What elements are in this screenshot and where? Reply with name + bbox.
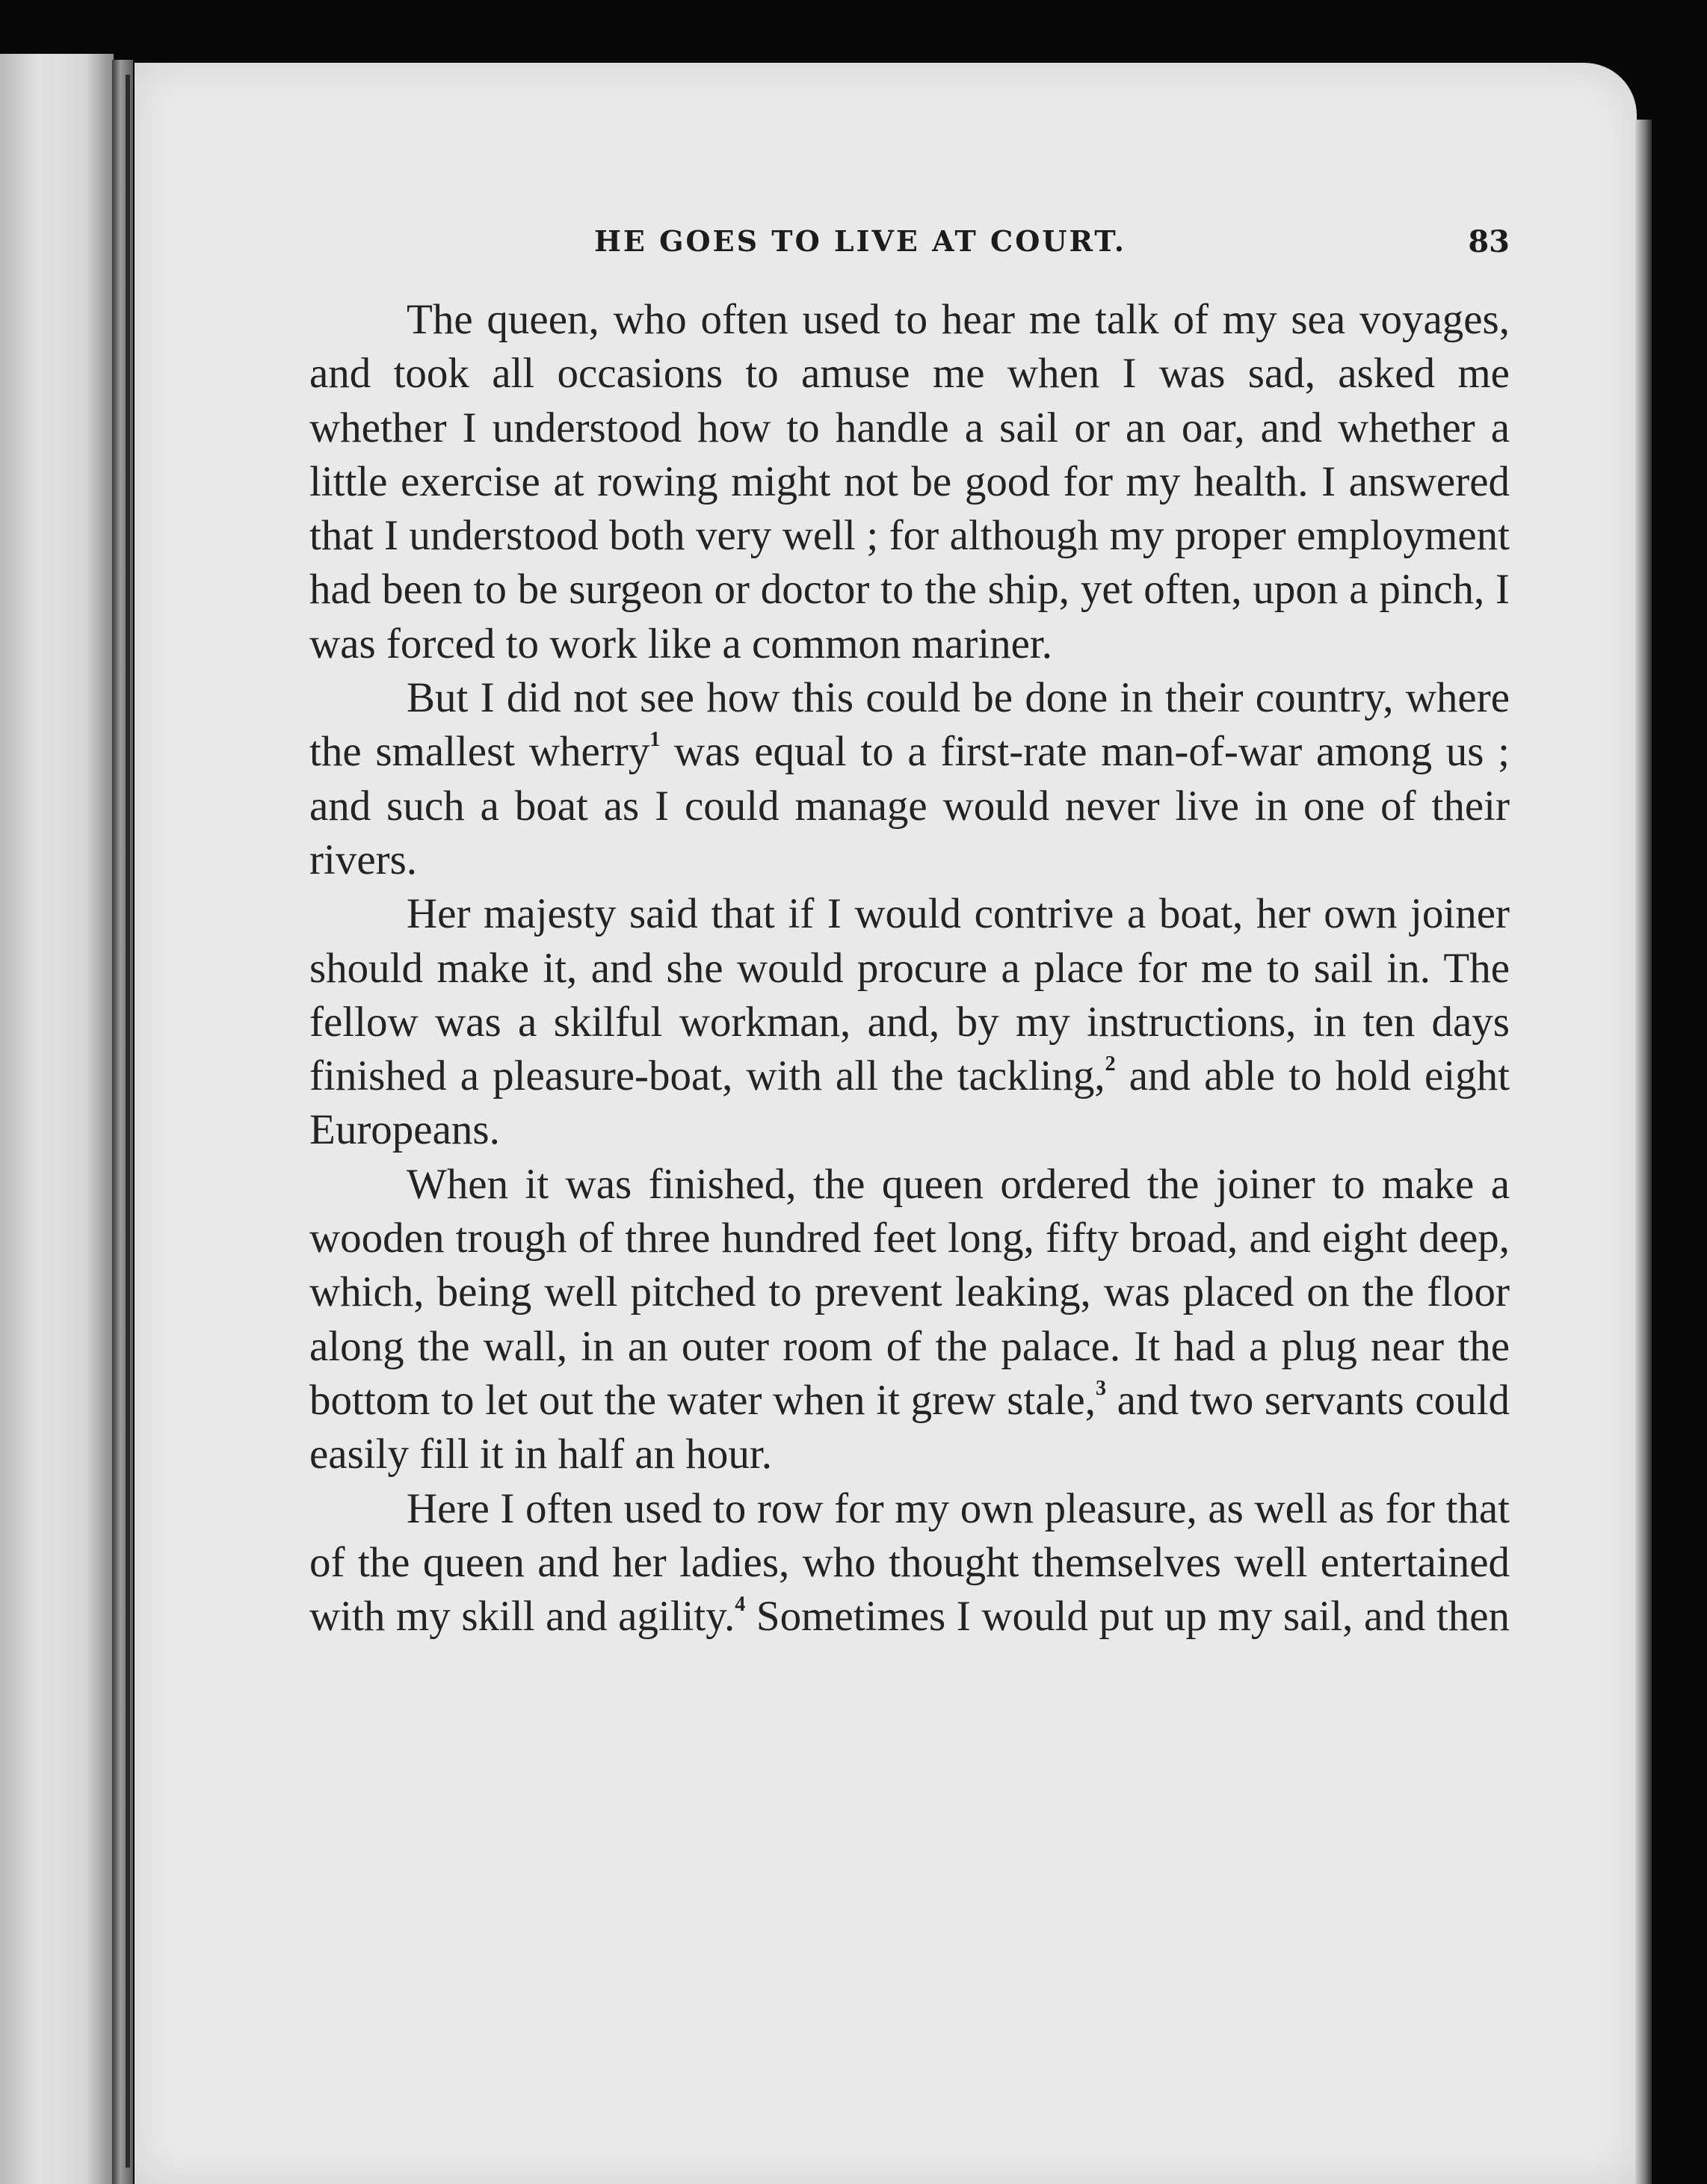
text-run: The queen, who often used to hear me talk of my sea voyages, and took all occasions to amuse me when I was sad, asked me whether I understood how to handle a sail or an oar, and whether a little exercise at rowing might not be good for my health. I answered that I understood both very well ; for although my proper employment had been to be surgeon or doctor to the ship, yet often, upon a pinch, I was forced to work like a common mariner. <box>309 296 1510 667</box>
paragraph <box>309 887 1510 1157</box>
page-fore-edge <box>1635 120 1652 2184</box>
text-run: Sometimes I would put up my sail, and then <box>745 1593 1510 1641</box>
running-head-title: HE GOES TO LIVE AT COURT. <box>594 224 1126 258</box>
footnote-marker: 4 <box>735 1593 746 1617</box>
text-run: and able to hold eight Europeans. <box>309 1052 1510 1154</box>
page-number: 83 <box>1468 224 1510 259</box>
gutter-line <box>126 75 130 2168</box>
paragraph <box>309 293 1510 671</box>
paragraph <box>309 1158 1510 1482</box>
paragraph <box>309 671 1510 887</box>
paragraph <box>309 1482 1510 1644</box>
footnote-marker: 2 <box>1105 1052 1116 1076</box>
text-run: and two servants could easily fill it in half an hour. <box>309 1376 1510 1478</box>
footnote-marker: 1 <box>649 728 661 752</box>
text-run: Here I often used to row for my own pleasure, as well as for that of the queen and her ladies, who thought themselves well entertained with my skill and agility. <box>309 1484 1510 1641</box>
footnote-marker: 3 <box>1095 1376 1106 1400</box>
page-body-text <box>309 293 1510 1644</box>
text-run: was equal to a first-rate man-of-war among us ; and such a boat as I could manage would never live in one of their rivers. <box>309 728 1510 883</box>
text-run: But I did not see how this could be done in their country, where the smallest wherry <box>309 674 1510 776</box>
running-header <box>179 224 1510 262</box>
text-run: Her majesty said that if I would contrive a boat, her own joiner should make it, and she would procure a place for me to sail in. The fellow was a skilful workman, and, by my instructions, in ten days finished a pleasure-boat, with all the tackling, <box>309 890 1510 1100</box>
text-run: When it was finished, the queen ordered the joiner to make a wooden trough of three hundred feet long, fifty broad, and eight deep, which, being well pitched to prevent leaking, was placed on the floor along the wall, in an outer room of the palace. It had a plug near the bottom to let out the water when it grew stale, <box>309 1160 1510 1424</box>
facing-page-edge <box>0 54 114 2184</box>
